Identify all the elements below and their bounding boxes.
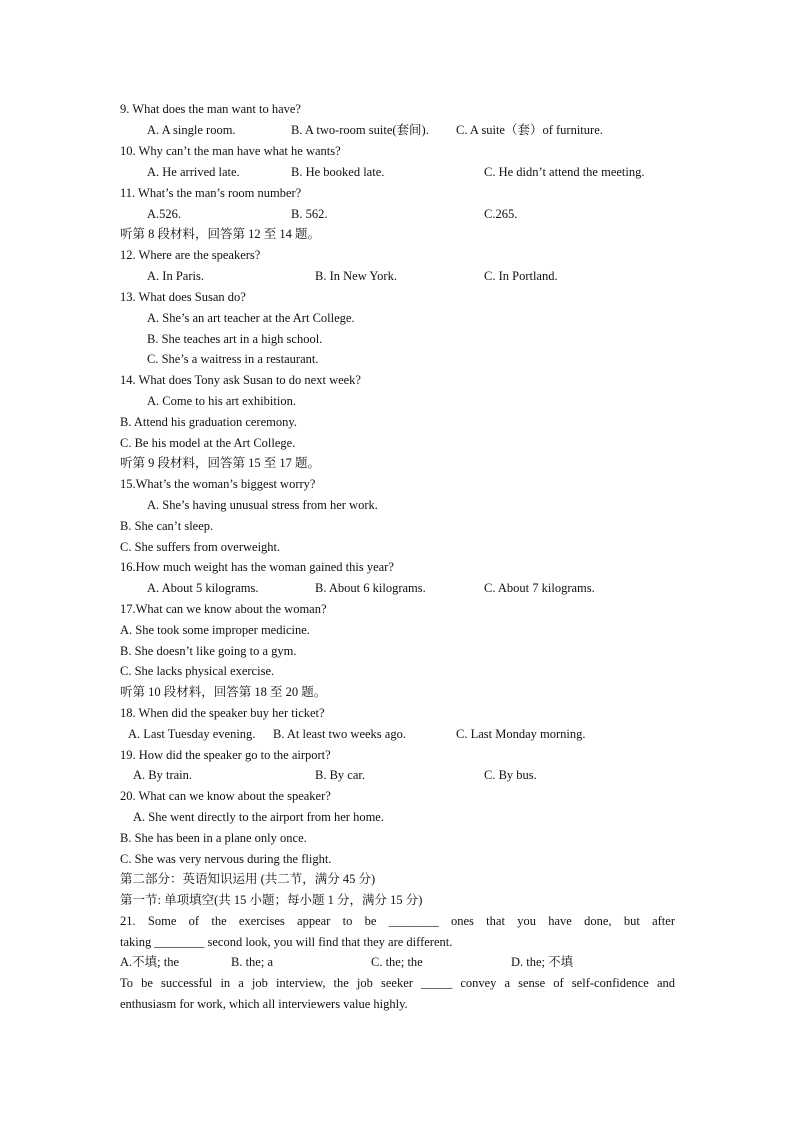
question-22-line-1: To be successful in a job interview, the job seeker _____ convey a sense of self-confidence and	[120, 976, 675, 990]
question-21-option-c: C. the; the	[371, 955, 423, 969]
question-20-stem: 20. What can we know about the speaker?	[120, 789, 331, 803]
question-20-option-c: C. She was very nervous during the flight.	[120, 852, 332, 866]
question-16-stem: 16.How much weight has the woman gained this year?	[120, 560, 394, 574]
question-22-line-2: enthusiasm for work, which all interviewers value highly.	[120, 997, 408, 1011]
section-9-heading: 听第 9 段材料，回答第 15 至 17 题。	[120, 456, 321, 470]
question-17-option-b: B. She doesn’t like going to a gym.	[120, 644, 297, 658]
question-9-option-c: C. A suite（套）of furniture.	[456, 123, 603, 137]
question-14-option-c: C. Be his model at the Art College.	[120, 436, 296, 450]
question-18-option-b: B. At least two weeks ago.	[273, 727, 406, 741]
question-20-option-a: A. She went directly to the airport from her home.	[133, 810, 384, 824]
question-15-stem: 15.What’s the woman’s biggest worry?	[120, 477, 316, 491]
question-12-option-b: B. In New York.	[315, 269, 397, 283]
question-15-option-a: A. She’s having unusual stress from her work.	[147, 498, 378, 512]
question-12-option-c: C. In Portland.	[484, 269, 558, 283]
question-19-option-a: A. By train.	[133, 768, 193, 782]
question-17-stem: 17.What can we know about the woman?	[120, 602, 327, 616]
question-14-option-b: B. Attend his graduation ceremony.	[120, 415, 297, 429]
question-14-stem: 14. What does Tony ask Susan to do next week?	[120, 373, 361, 387]
question-13-option-b: B. She teaches art in a high school.	[147, 332, 323, 346]
question-9-stem: 9. What does the man want to have?	[120, 102, 301, 116]
question-21-option-d: D. the; 不填	[511, 955, 574, 969]
question-10-stem: 10. Why can’t the man have what he wants?	[120, 144, 341, 158]
question-17-option-c: C. She lacks physical exercise.	[120, 664, 275, 678]
question-12-option-a: A. In Paris.	[147, 269, 204, 283]
question-9-option-b: B. A two-room suite(套间).	[291, 123, 429, 137]
question-11-stem: 11. What’s the man’s room number?	[120, 186, 302, 200]
question-15-option-c: C. She suffers from overweight.	[120, 540, 281, 554]
section-8-heading: 听第 8 段材料，回答第 12 至 14 题。	[120, 227, 321, 241]
question-13-option-a: A. She’s an art teacher at the Art College.	[147, 311, 355, 325]
question-14-option-a: A. Come to his art exhibition.	[147, 394, 296, 408]
question-21-option-b: B. the; a	[231, 955, 274, 969]
question-11-option-a: A.526.	[147, 207, 182, 221]
question-13-stem: 13. What does Susan do?	[120, 290, 246, 304]
part-2-section-1-heading: 第一节: 单项填空(共 15 小题；每小题 1 分，满分 15 分)	[120, 893, 423, 907]
section-10-heading: 听第 10 段材料，回答第 18 至 20 题。	[120, 685, 327, 699]
question-21-line-2: taking ________ second look, you will find that they are different.	[120, 935, 453, 949]
question-18-stem: 18. When did the speaker buy her ticket?	[120, 706, 325, 720]
question-15-option-b: B. She can’t sleep.	[120, 519, 214, 533]
question-16-option-a: A. About 5 kilograms.	[147, 581, 259, 595]
question-11-option-b: B. 562.	[291, 207, 328, 221]
question-16-option-c: C. About 7 kilograms.	[484, 581, 595, 595]
question-20-option-b: B. She has been in a plane only once.	[120, 831, 307, 845]
question-17-option-a: A. She took some improper medicine.	[120, 623, 310, 637]
question-19-stem: 19. How did the speaker go to the airport?	[120, 748, 331, 762]
question-9-option-a: A. A single room.	[147, 123, 236, 137]
question-10-option-a: A. He arrived late.	[147, 165, 240, 179]
question-19-option-b: B. By car.	[315, 768, 365, 782]
question-12-stem: 12. Where are the speakers?	[120, 248, 261, 262]
question-16-option-b: B. About 6 kilograms.	[315, 581, 426, 595]
part-2-heading: 第二部分：英语知识运用 (共二节，满分 45 分)	[120, 872, 376, 886]
question-18-option-a: A. Last Tuesday evening.	[128, 727, 256, 741]
question-19-option-c: C. By bus.	[484, 768, 537, 782]
question-21-option-a: A.不填; the	[120, 955, 180, 969]
question-10-option-b: B. He booked late.	[291, 165, 385, 179]
question-10-option-c: C. He didn’t attend the meeting.	[484, 165, 645, 179]
question-21-line-1: 21. Some of the exercises appear to be ________ ones that you have done, but after	[120, 914, 675, 928]
question-13-option-c: C. She’s a waitress in a restaurant.	[147, 352, 319, 366]
question-18-option-c: C. Last Monday morning.	[456, 727, 586, 741]
question-11-option-c: C.265.	[484, 207, 518, 221]
